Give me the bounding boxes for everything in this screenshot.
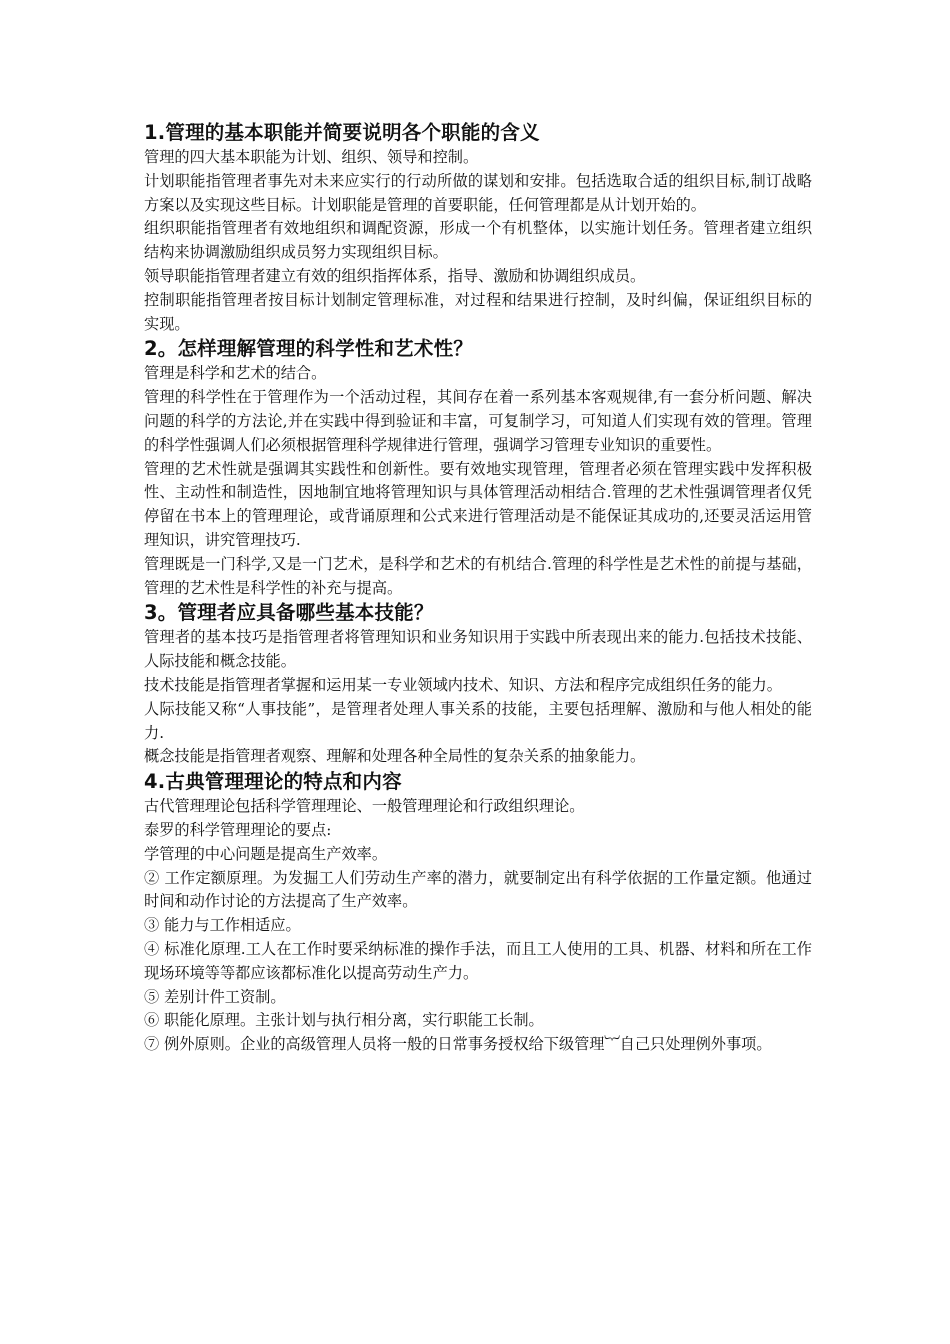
- paragraph: 管理既是一门科学,又是一门艺术，是科学和艺术的有机结合.管理的科学性是艺术性的前提与基础，管理的艺术性是科学性的补充与提高。: [144, 554, 812, 597]
- list-item: ⑦ 例外原则。企业的高级管理人员将一般的日常事务授权给下级管理︸自己只处理例外事项。: [144, 1035, 772, 1054]
- paragraph: 管理的艺术性就是强调其实践性和创新性。要有效地实现管理，管理者必须在管理实践中发挥积极性、主动性和制造性，因地制宜地将管理知识与具体管理活动相结合.管理的艺术性强调管理者仅凭停留在书本上的管理理论，或背诵原理和公式来进行管理活动是不能保证其成功的,还要灵活运用管理知识，讲究管理技巧.: [144, 459, 812, 549]
- section-title: 2。怎样理解管理的科学性和艺术性？: [144, 337, 473, 361]
- paragraph: 控制职能指管理者按目标计划制定管理标准，对过程和结果进行控制，及时纠偏，保证组织目标的实现。: [144, 290, 812, 333]
- paragraph: 泰罗的科学管理理论的要点:: [144, 820, 332, 839]
- paragraph: 组织职能指管理者有效地组织和调配资源，形成一个有机整体，以实施计划任务。管理者建立组织结构来协调激励组织成员努力实现组织目标。: [144, 219, 812, 262]
- paragraph: 概念技能是指管理者观察、理解和处理各种全局性的复杂关系的抽象能力。: [144, 747, 646, 766]
- paragraph: 学管理的中心问题是提高生产效率。: [144, 844, 387, 863]
- list-item: ③ 能力与工作相适应。: [144, 916, 301, 935]
- list-item: ④ 标准化原理.工人在工作时要采纳标准的操作手法，而且工人使用的工具、机器、材料和所在工作现场环境等等都应该都标准化以提高劳动生产力。: [144, 939, 812, 982]
- list-item: ⑤ 差别计件工资制。: [144, 987, 286, 1006]
- paragraph: 管理是科学和艺术的结合。: [144, 364, 327, 383]
- section-title: 4.古典管理理论的特点和内容: [144, 770, 402, 794]
- list-item: ② 工作定额原理。为发掘工人们劳动生产率的潜力，就要制定出有科学依据的工作量定额。他通过时间和动作讨论的方法提高了生产效率。: [144, 868, 812, 911]
- paragraph: 技术技能是指管理者掌握和运用某一专业领域内技术、知识、方法和程序完成组织任务的能力。: [144, 675, 782, 694]
- section-3: [144, 600, 812, 769]
- paragraph: 古代管理理论包括科学管理理论、一般管理理论和行政组织理论。: [144, 797, 585, 816]
- paragraph: 人际技能又称“人事技能”，是管理者处理人事关系的技能，主要包括理解、激励和与他人相处的能力.: [144, 699, 812, 742]
- section-1: [144, 120, 812, 336]
- paragraph: 领导职能指管理者建立有效的组织指挥体系，指导、激励和协调组织成员。: [144, 266, 646, 285]
- list-item: ⑥ 职能化原理。主张计划与执行相分离，实行职能工长制。: [144, 1011, 544, 1030]
- section-4: [144, 769, 812, 1057]
- paragraph: 管理者的基本技巧是指管理者将管理知识和业务知识用于实践中所表现出来的能力.包括技术技能、人际技能和概念技能。: [144, 628, 812, 671]
- paragraph: 计划职能指管理者事先对未来应实行的行动所做的谋划和安排。包括选取合适的组织目标,制订战略方案以及实现这些目标。计划职能是管理的首要职能，任何管理都是从计划开始的。: [144, 171, 812, 214]
- section-2: [144, 336, 812, 600]
- section-title: 1.管理的基本职能并简要说明各个职能的含义: [144, 121, 540, 144]
- paragraph: 管理的科学性在于管理作为一个活动过程，其间存在着一系列基本客观规律,有一套分析问题、解决问题的科学的方法论,并在实践中得到验证和丰富，可复制学习，可知道人们实现有效的管理。管理的科学性强调人们必须根据管理科学规律进行管理，强调学习管理专业知识的重要性。: [144, 388, 812, 454]
- paragraph: 管理的四大基本职能为计划、组织、领导和控制。: [144, 148, 479, 166]
- document-page: [144, 120, 812, 1057]
- section-title: 3。管理者应具备哪些基本技能？: [144, 601, 434, 625]
